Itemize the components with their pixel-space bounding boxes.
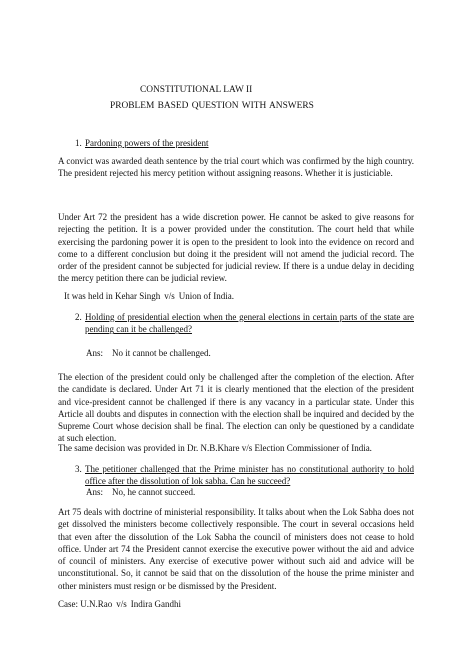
answer-label: Ans: [86,348,104,358]
answer-text: No it cannot be challenged. [112,348,211,358]
case-versus: v/s [116,599,127,609]
question-1-scenario: A convict was awarded death sentence by the trial court which was confirmed by the high country. The president rejected his mercy petition without assigning reasons. Whether it is justiciable. [58,156,414,179]
question-3-answer [86,486,195,498]
question-2-heading [75,311,414,336]
question-text: Holding of presidential election when the general elections in certain parts of the state are pending can it be challenged? [85,312,414,335]
case-respondent: Union of India. [178,291,234,301]
document-subtitle: PROBLEM BASED QUESTION WITH ANSWERS [110,101,314,111]
answer-label: Ans: [86,487,104,497]
case-versus: v/s [164,291,175,301]
document-title: CONSTITUTIONAL LAW II [140,85,253,95]
case-petitioner: Case: U.N.Rao [58,599,113,609]
question-1-answer-paragraph: Under Art 72 the president has a wide discretion power. He cannot be asked to give reasons for rejecting the petition. It is a power provided under the constitution. The court held that while exercising the pardoning power it is open to the president to look into the evidence on record and come to a different conclusion but doing it the president will not amend the judicial record. The order of the president cannot be subjected for judicial review. If there is a undue delay in deciding the mercy petition there can be judicial review. [58,212,414,284]
question-2-answer [86,347,211,359]
question-text: The petitioner challenged that the Prime minister has no constitutional authority to hold office after the dissolution of lok sabha. Can he succeed? [85,464,414,487]
question-2-explanation: The election of the president could only be challenged after the completion of the election. After the candidate is declared. Under Art 71 it is clearly mentioned that the election of the president and vice-president cannot be challenged if there is any vacancy in a particular state. Under this Article all doubts and disputes in connection with the election shall be inquired and decided by the Supreme Court whose decision shall be final. The election can only be questioned by a candidate at such election. [58,372,414,444]
question-1-heading [75,137,414,149]
case-respondent: Indira Gandhi [130,599,181,609]
question-3-heading [75,463,414,488]
question-text: Pardoning powers of the president [85,138,209,148]
question-number: 3. [75,464,82,474]
question-3-case-citation [58,598,181,610]
answer-text: No, he cannot succeed. [112,487,196,497]
question-number: 2. [75,312,82,322]
question-number: 1. [75,138,82,148]
question-3-explanation: Art 75 deals with doctrine of ministerial responsibility. It talks about when the Lok Sabha does not get dissolved the ministers become collectively responsible. The court in several occasions held that even after the dissolution of the Lok Sabha the council of ministers does not cease to hold office. Under art 74 the President cannot exercise the executive power without the aid and advice of council of ministers. Any exercise of executive power without such aid and advice will be unconstitutional. So, it cannot be said that on the dissolution of the house the prime minister and other ministers must resign or be dismissed by the President. [58,507,414,591]
case-petitioner: It was held in Kehar Singh [64,291,161,301]
question-1-case-citation [64,290,234,302]
question-2-case-reference: The same decision was provided in Dr. N.B.Khare v/s Election Commissioner of India. [58,443,372,453]
